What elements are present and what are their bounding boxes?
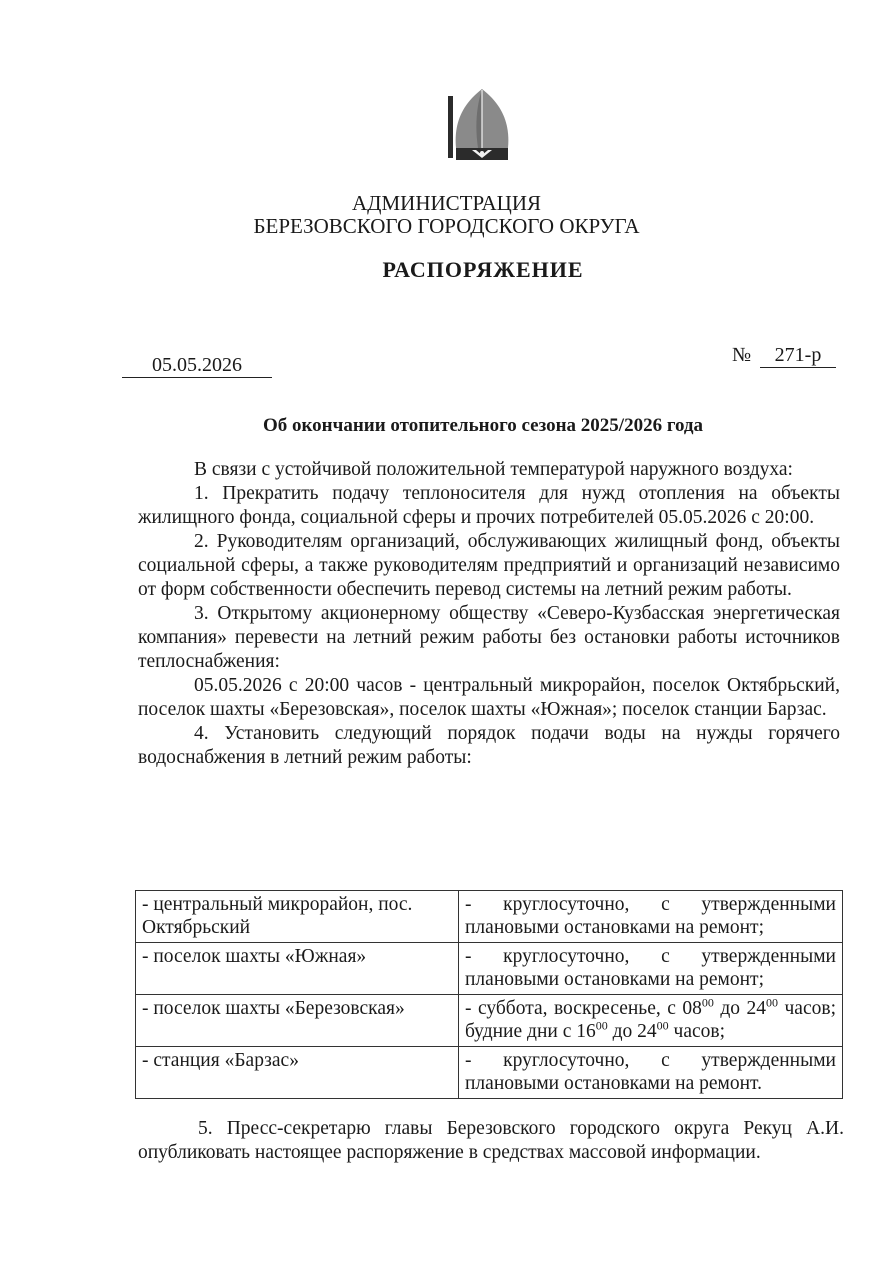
schedule-location: - поселок шахты «Березовская» [136,995,459,1047]
item-1-paragraph: 1. Прекратить подачу теплоносителя для нужд отопления на объекты жилищного фонда, социальной сферы и прочих потребителей 05.05.2026 с 20:00. [138,483,840,528]
document-number-label: № [732,344,752,366]
minutes-superscript: 00 [595,1018,608,1033]
schedule-location: - станция «Барзас» [136,1047,459,1099]
schedule-location: - центральный микрорайон, пос. Октябрьский [136,891,459,943]
org-name-line1: АДМИНИСТРАЦИЯ [352,191,541,215]
document-date: 05.05.2026 [122,353,272,378]
schedule-mode: - круглосуточно, с утвержденными плановыми остановками на ремонт; [459,891,843,943]
minutes-superscript: 00 [766,995,779,1010]
mode-text: - суббота, воскресенье, с 08 [465,998,702,1019]
table-row [136,1047,843,1099]
closing-section [138,1117,844,1165]
org-name-line2: БЕРЕЗОВСКОГО ГОРОДСКОГО ОКРУГА [253,214,640,238]
schedule-mode: - круглосуточно, с утвержденными плановыми остановками на ремонт; [459,943,843,995]
schedule-mode [459,995,843,1047]
item-5-paragraph: 5. Пресс-секретарю главы Березовского городского округа Рекуц А.И. опубликовать настоящее распоряжение в средствах массовой информации. [138,1118,844,1163]
mode-text: до 24 [607,1021,657,1042]
document-type-title: РАСПОРЯЖЕНИЕ [382,257,584,282]
item-3-detail-paragraph: 05.05.2026 с 20:00 часов - центральный микрорайон, поселок Октябрьский, поселок шахты «Березовская», поселок шахты «Южная»; поселок станции Барзас. [138,675,840,720]
schedule-location: - поселок шахты «Южная» [136,943,459,995]
coat-of-arms-icon [446,86,518,168]
hot-water-schedule-table [135,890,843,1099]
mode-text: до 24 [713,998,767,1019]
document-subject: Об окончании отопительного сезона 2025/2026 года [262,415,704,436]
minutes-superscript: 00 [656,1018,669,1033]
item-3-paragraph: 3. Открытому акционерному обществу «Северо-Кузбасская энергетическая компания» перевести на летний режим работы без остановки работы источников теплоснабжения: [138,603,840,672]
intro-paragraph: В связи с устойчивой положительной температурой наружного воздуха: [194,459,793,480]
mode-text: часов; [668,1021,726,1042]
table-row [136,995,843,1047]
table-row [136,891,843,943]
document-body [138,458,840,770]
schedule-mode: - круглосуточно, с утвержденными плановыми остановками на ремонт. [459,1047,843,1099]
item-2-paragraph: 2. Руководителям организаций, обслуживающих жилищный фонд, объекты социальной сферы, а также руководителям предприятий и организаций независимо от форм собственности обеспечить перевод системы на летний режим работы. [138,531,840,600]
table-row [136,943,843,995]
document-number: 271-р [760,343,836,368]
item-4-paragraph: 4. Установить следующий порядок подачи воды на нужды горячего водоснабжения в летний режим работы: [138,723,840,768]
minutes-superscript: 00 [701,995,714,1010]
mode-text: часов; будние дни с 16 [465,998,836,1042]
